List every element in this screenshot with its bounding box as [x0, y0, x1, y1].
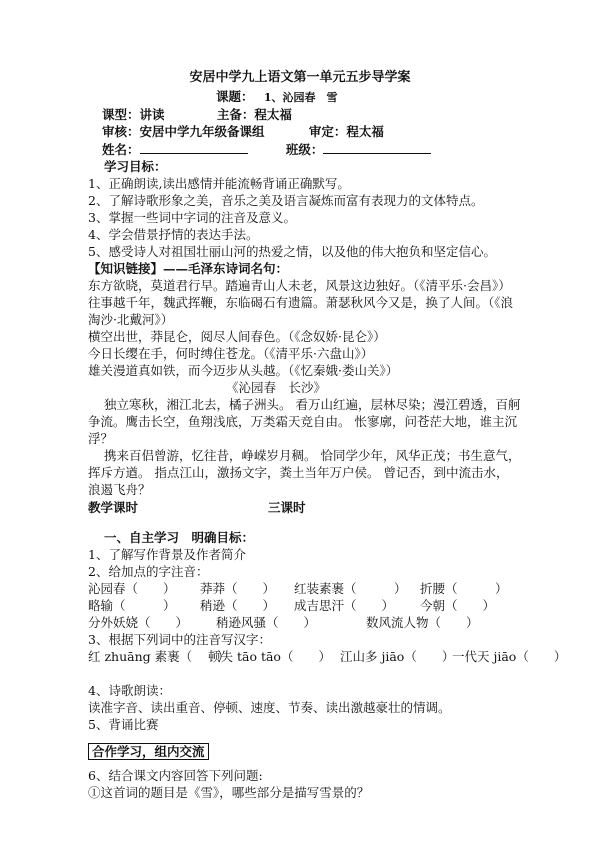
- type-value: 讲读: [139, 107, 165, 122]
- knowledge-line: 淘沙·北戴河》）: [88, 312, 174, 327]
- reading-detail: 读准字音、读出重音、停顿、速度、节奏、读出激越豪壮的情调。: [88, 700, 451, 715]
- cooperation-heading-box: [88, 744, 209, 760]
- pinyin-row: [88, 598, 495, 614]
- pinyin-item[interactable]: 稍逊（ ）: [200, 598, 276, 613]
- poem-line: 携来百侣曾游，忆往昔，峥嵘岁月稠。 恰同学少年，风华正茂；书生意气，: [104, 448, 521, 463]
- self-study-item: 2、给加点的字注音：: [88, 564, 209, 579]
- meta-row-1: [102, 107, 292, 123]
- knowledge-line: 今日长缨在手，何时缚住苍龙。（《清平乐·六盘山》）: [88, 346, 374, 361]
- name-blank[interactable]: [140, 141, 248, 154]
- pinyin-item[interactable]: 沁园春（ ）: [88, 581, 176, 596]
- knowledge-line: 往事越千年，魏武挥鞭，东临碣石有遗篇。萧瑟秋风今又是，换了人间。（《浪: [88, 295, 514, 310]
- self-study-item: 1、了解写作背景及作者简介: [88, 547, 246, 562]
- pinyin-item[interactable]: 稍逊风骚（ ）: [216, 615, 317, 630]
- cooperation-item: 6、结合课文内容回答下列问题:: [88, 768, 263, 783]
- hanzi-item[interactable]: 江山多 jiāo（ ）: [340, 649, 455, 664]
- poem-line: 浪遏飞舟？: [88, 482, 151, 497]
- pinyin-row: [88, 615, 479, 631]
- goal-item: 3、掌握一些词中字词的注音及意义。: [88, 210, 296, 225]
- topic-value: 1、沁园春 雪: [263, 91, 338, 104]
- knowledge-line: 雄关漫道真如铁，而今迈步从头越。（《忆秦娥·娄山关》）: [88, 363, 399, 378]
- pinyin-item[interactable]: 今朝（ ）: [420, 598, 496, 613]
- pinyin-item[interactable]: 略输（ ）: [88, 598, 176, 613]
- pinyin-item[interactable]: 折腰（ ）: [420, 581, 508, 596]
- goal-item: 1、正确朗读,读出感情并能流畅背诵正确默写。: [88, 176, 350, 191]
- topic-label: 课题：: [216, 89, 254, 104]
- goal-item: 4、学会借景抒情的表达手法。: [88, 227, 259, 242]
- topic-line: [216, 89, 338, 106]
- class-label: 班级：: [285, 142, 324, 157]
- preparer-value: 程太福: [254, 107, 292, 122]
- poem-title: 《沁园春 长沙》: [226, 380, 327, 395]
- poem-line: 挥斥方遒。 指点江山，激扬文字，粪土当年万户侯。 曾记否，到中流击水，: [88, 465, 509, 480]
- name-label: 姓名：: [102, 142, 140, 157]
- self-study-item: 5、背诵比赛: [88, 717, 159, 732]
- self-study-item: 3、根据下列词中的注音写汉字：: [88, 632, 271, 647]
- hours-label: 教学课时: [88, 500, 139, 515]
- goal-item: 2、了解诗歌形象之美，音乐之美及语言凝炼而富有表现力的文体特点。: [88, 193, 484, 208]
- cooperation-question: ①这首词的题目是《雪》，哪些部分是描写雪景的？: [88, 785, 370, 800]
- pinyin-item[interactable]: 数风流人物（ ）: [366, 615, 479, 630]
- page-title: 安居中学九上语文第一单元五步导学案: [189, 70, 411, 85]
- hanzi-row: [88, 649, 566, 665]
- goals-heading: 学习目标：: [104, 159, 167, 174]
- approve-value: 程太福: [346, 124, 384, 139]
- meta-row-2: [102, 124, 384, 140]
- knowledge-line: 东方欲晓，莫道君行早。踏遍青山人未老，风景这边独好。（《清平乐·会昌》）: [88, 278, 511, 293]
- preparer-label: 主备：: [216, 107, 255, 122]
- hanzi-item[interactable]: 顿失 tāo tāo（ ）: [208, 649, 331, 664]
- review-value: 安居中学九年级备课组: [139, 124, 265, 139]
- cooperation-heading: 合作学习，组内交流: [88, 743, 209, 760]
- class-blank[interactable]: [323, 141, 431, 154]
- pinyin-item[interactable]: 红装素裹（ ）: [294, 581, 407, 596]
- pinyin-row: [88, 581, 508, 597]
- pinyin-item[interactable]: 莽莽（ ）: [200, 581, 276, 596]
- type-label: 课型：: [102, 107, 140, 122]
- pinyin-item[interactable]: 分外妖娆（ ）: [88, 615, 189, 630]
- meta-row-3: [102, 141, 431, 158]
- pinyin-item[interactable]: 成吉思汗（ ）: [294, 598, 395, 613]
- self-study-item: 4、诗歌朗读：: [88, 683, 171, 698]
- poem-line: 浮？: [88, 431, 114, 446]
- hours-value: 三课时: [268, 500, 306, 515]
- review-label: 审核：: [102, 124, 140, 139]
- poem-line: 独立寒秋，湘江北去，橘子洲头。 看万山红遍，层林尽染；漫江碧透，百舸: [104, 397, 521, 412]
- poem-line: 争流。鹰击长空，鱼翔浅底，万类霜天竞自由。 怅寥廓，问苍茫大地，谁主沉: [88, 414, 517, 429]
- approve-label: 审定：: [308, 124, 347, 139]
- hanzi-item[interactable]: 一代天 jiāo（ ）: [452, 649, 567, 664]
- self-study-heading: 一、自主学习 明确目标：: [104, 530, 255, 545]
- goal-item: 5、感受诗人对祖国壮丽山河的热爱之情，以及他的伟大抱负和坚定信心。: [88, 244, 496, 259]
- hanzi-item[interactable]: 红 zhuāng 素裹（ ）: [88, 649, 230, 664]
- knowledge-heading: 【知识链接】——毛泽东诗词名句：: [88, 261, 289, 276]
- knowledge-line: 横空出世，莽昆仑，阅尽人间春色。（《念奴娇·昆仑》）: [88, 329, 386, 344]
